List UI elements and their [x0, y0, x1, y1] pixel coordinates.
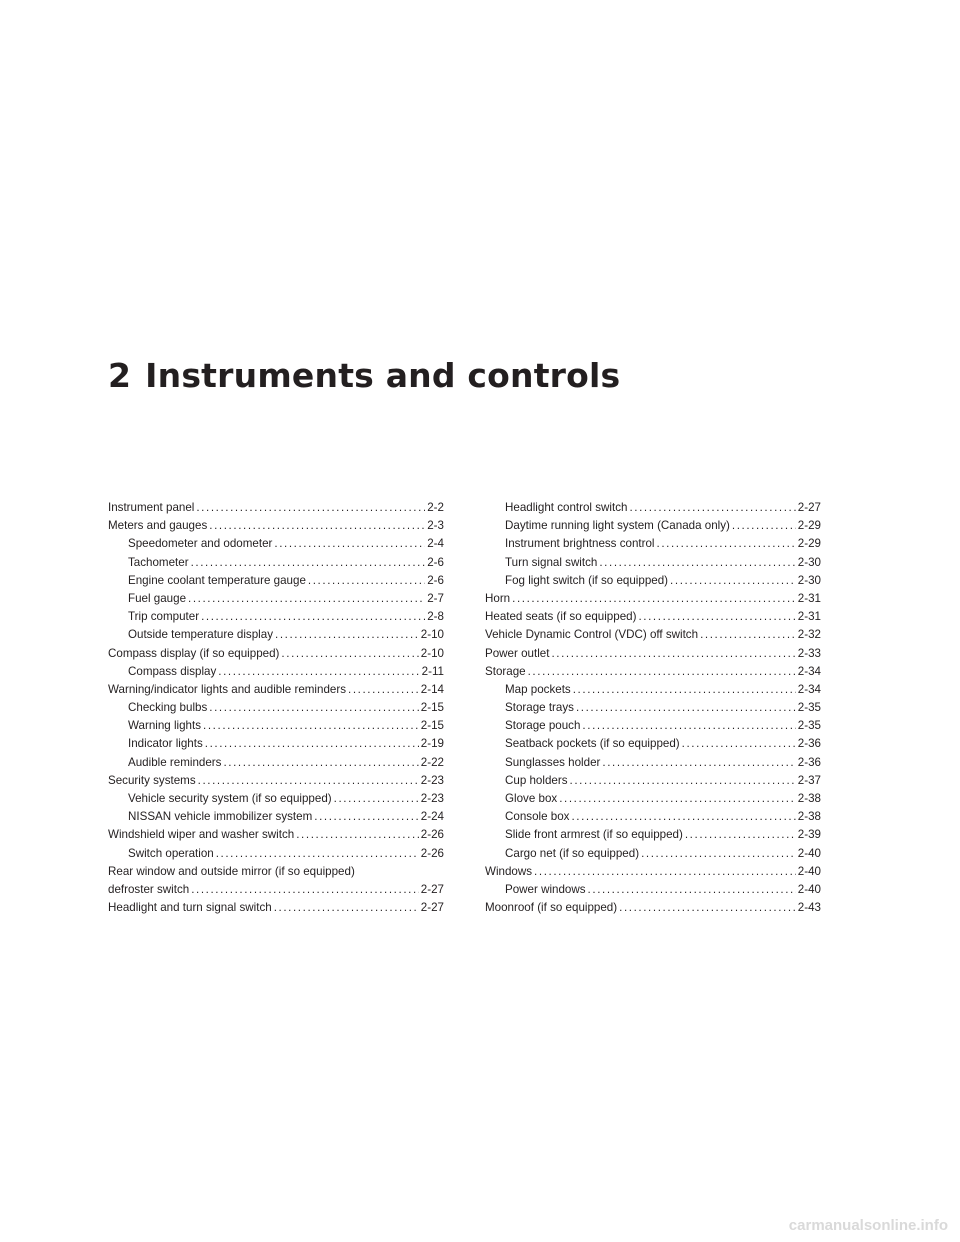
toc-leader-dots	[670, 572, 796, 590]
toc-leader-dots	[196, 499, 425, 517]
toc-entry-page: 2-31	[797, 610, 821, 624]
toc-entry-page: 2-31	[797, 591, 821, 605]
toc-entry[interactable]	[485, 645, 821, 663]
toc-left-column	[108, 499, 444, 917]
toc-entry-title: Trip computer	[128, 610, 200, 624]
toc-leader-dots	[559, 790, 796, 808]
toc-leader-dots	[512, 590, 796, 608]
toc-entry-page: 2-35	[797, 701, 821, 715]
toc-entry[interactable]	[108, 517, 444, 535]
toc-leader-dots	[275, 626, 419, 644]
toc-leader-dots	[274, 535, 425, 553]
toc-leader-dots	[314, 808, 419, 826]
toc-entry-title: Storage pouch	[505, 719, 581, 733]
toc-leader-dots	[203, 717, 419, 735]
toc-entry[interactable]	[108, 790, 444, 808]
toc-entry-page: 2-26	[420, 846, 444, 860]
toc-entry-title: Switch operation	[128, 846, 214, 860]
toc-entry-title: Moonroof (if so equipped)	[485, 901, 618, 915]
toc-entry-title: Engine coolant temperature gauge	[128, 573, 306, 587]
toc-entry-title: Windows	[485, 864, 533, 878]
toc-entry-title: Fuel gauge	[128, 591, 187, 605]
toc-entry-title: Power outlet	[485, 646, 550, 660]
toc-entry[interactable]	[108, 754, 444, 772]
toc-entry-title: Headlight and turn signal switch	[108, 901, 272, 915]
toc-entry-page: 2-40	[797, 882, 821, 896]
toc-entry-page: 2-27	[797, 501, 821, 514]
toc-leader-dots	[657, 535, 796, 553]
toc-entry[interactable]	[108, 554, 444, 572]
toc-entry-title: Warning/indicator lights and audible reminders	[108, 682, 347, 696]
toc-entry-page: 2-36	[797, 737, 821, 751]
watermark: carmanualsonline.info	[788, 1217, 948, 1234]
toc-entry-page: 2-37	[797, 773, 821, 787]
toc-entry-page: 2-15	[420, 701, 444, 715]
toc-leader-dots	[296, 826, 419, 844]
toc-entry-page: 2-26	[420, 828, 444, 842]
toc-entry[interactable]	[485, 717, 821, 735]
toc-entry[interactable]	[108, 863, 444, 899]
toc-entry-page: 2-7	[427, 591, 444, 605]
toc-entry-title: Checking bulbs	[128, 701, 208, 715]
toc-leader-dots	[582, 717, 795, 735]
toc-entry[interactable]	[485, 572, 821, 590]
chapter-title-text: Instruments and controls	[145, 356, 621, 395]
toc-entry[interactable]	[108, 499, 444, 517]
toc-entry-title: Meters and gauges	[108, 519, 208, 533]
chapter-number: 2	[108, 356, 132, 395]
toc-entry-page: 2-4	[427, 537, 444, 551]
toc-leader-dots	[218, 663, 419, 681]
toc-entry-title: Power windows	[505, 882, 586, 896]
toc-leader-dots	[638, 608, 795, 626]
toc-entry-title: NISSAN vehicle immobilizer system	[128, 810, 313, 824]
toc-entry-title: Fog light switch (if so equipped)	[505, 573, 669, 587]
toc-entry-title: Slide front armrest (if so equipped)	[505, 828, 683, 842]
toc-leader-dots	[534, 863, 796, 881]
toc-entry-title: Warning lights	[128, 719, 202, 733]
toc-entry[interactable]	[485, 845, 821, 863]
toc-leader-dots	[209, 699, 419, 717]
toc-leader-dots	[348, 681, 419, 699]
toc-entry[interactable]	[108, 826, 444, 844]
toc-entry-title: Windshield wiper and washer switch	[108, 828, 295, 842]
toc-entry-title: Compass display	[128, 664, 217, 678]
toc-entry-page: 2-27	[420, 901, 444, 915]
toc-entry-title: Tachometer	[128, 555, 189, 569]
toc-entry[interactable]	[485, 772, 821, 790]
toc-leader-dots	[191, 881, 419, 899]
toc-leader-dots	[629, 499, 795, 517]
toc-entry-title: Cup holders	[505, 773, 568, 787]
toc-leader-dots	[599, 554, 795, 572]
toc-entry-title: Storage	[485, 664, 526, 678]
toc-entry[interactable]	[108, 608, 444, 626]
toc-entry-title: Instrument brightness control	[505, 537, 655, 551]
toc-leader-dots	[198, 772, 419, 790]
toc-entry[interactable]	[108, 681, 444, 699]
toc-entry-page: 2-15	[420, 719, 444, 733]
toc-entry-title: Indicator lights	[128, 737, 203, 751]
toc-entry-page: 2-23	[420, 792, 444, 805]
toc-entry-page: 2-29	[797, 519, 821, 533]
toc-entry[interactable]	[485, 899, 821, 917]
toc-entry[interactable]	[108, 645, 444, 663]
toc-leader-dots	[588, 881, 796, 899]
toc-leader-dots	[700, 626, 796, 644]
toc-entry-title: Glove box	[505, 792, 558, 805]
toc-entry-page: 2-6	[427, 573, 444, 587]
toc-leader-dots	[573, 681, 796, 699]
toc-entry-page: 2-3	[427, 519, 444, 533]
toc-leader-dots	[576, 699, 796, 717]
toc-leader-dots	[205, 735, 419, 753]
toc-leader-dots	[334, 790, 419, 808]
toc-entry-page: 2-34	[797, 682, 821, 696]
toc-entry-title: Horn	[485, 591, 511, 605]
toc-entry[interactable]	[108, 626, 444, 644]
toc-leader-dots	[188, 590, 425, 608]
toc-right-column	[485, 499, 821, 917]
toc-entry-title: Turn signal switch	[505, 555, 598, 569]
toc-entry[interactable]	[485, 663, 821, 681]
toc-entry-page: 2-27	[420, 882, 444, 896]
toc-entry-title: Daytime running light system (Canada only)	[505, 519, 730, 533]
toc-entry-title: Headlight control switch	[505, 501, 628, 514]
toc-entry[interactable]	[485, 681, 821, 699]
toc-leader-dots	[682, 735, 796, 753]
toc-entry[interactable]	[485, 590, 821, 608]
toc-entry-title: Map pockets	[505, 682, 571, 696]
toc-entry[interactable]	[485, 535, 821, 553]
toc-entry-title: Audible reminders	[128, 755, 222, 769]
toc-entry-page: 2-30	[797, 573, 821, 587]
toc-entry-page: 2-33	[797, 646, 821, 660]
toc-entry-title: Console box	[505, 810, 570, 824]
toc-entry-page: 2-30	[797, 555, 821, 569]
toc-entry-page: 2-34	[797, 664, 821, 678]
toc-leader-dots	[732, 517, 796, 535]
toc-entry[interactable]	[485, 735, 821, 753]
toc-entry-page: 2-22	[420, 755, 444, 769]
toc-leader-dots	[201, 608, 425, 626]
toc-entry[interactable]	[485, 790, 821, 808]
toc-entry-title-continued: defroster switch	[108, 882, 190, 896]
toc-entry[interactable]	[485, 626, 821, 644]
toc-leader-dots	[571, 808, 795, 826]
toc-leader-dots	[602, 754, 795, 772]
toc-entry[interactable]	[108, 535, 444, 553]
toc-leader-dots	[641, 845, 796, 863]
toc-leader-dots	[308, 572, 425, 590]
toc-entry-title: Instrument panel	[108, 501, 195, 514]
toc-entry-title: Heated seats (if so equipped)	[485, 610, 637, 624]
toc-entry-page: 2-6	[427, 555, 444, 569]
toc-entry-title: Compass display (if so equipped)	[108, 646, 280, 660]
toc-entry-page: 2-24	[420, 810, 444, 824]
toc-entry-page: 2-11	[421, 664, 444, 678]
toc-entry[interactable]	[485, 863, 821, 881]
toc-entry-page: 2-19	[420, 737, 444, 751]
toc-entry[interactable]	[485, 754, 821, 772]
toc-leader-dots	[551, 645, 795, 663]
toc-entry-title: Cargo net (if so equipped)	[505, 846, 640, 860]
toc-entry[interactable]	[485, 881, 821, 899]
toc-entry-title: Vehicle Dynamic Control (VDC) off switch	[485, 628, 699, 642]
toc-leader-dots	[281, 645, 418, 663]
toc-entry[interactable]	[485, 517, 821, 535]
toc-entry-title: Security systems	[108, 773, 196, 787]
toc-entry-page: 2-32	[797, 628, 821, 642]
toc-entry[interactable]	[108, 808, 444, 826]
toc-entry[interactable]	[108, 845, 444, 863]
toc-entry[interactable]	[485, 499, 821, 517]
toc-entry[interactable]	[108, 772, 444, 790]
toc-entry-title: Storage trays	[505, 701, 574, 715]
toc-entry-page: 2-40	[797, 846, 821, 860]
toc-leader-dots	[274, 899, 419, 917]
toc-entry-page: 2-8	[427, 610, 444, 624]
toc-entry-page: 2-10	[420, 628, 444, 642]
toc-entry-title: Speedometer and odometer	[128, 537, 273, 551]
toc-entry-page: 2-38	[797, 792, 821, 805]
toc-entry[interactable]	[108, 717, 444, 735]
toc-entry-title: Sunglasses holder	[505, 755, 601, 769]
toc-entry-title: Seatback pockets (if so equipped)	[505, 737, 680, 751]
toc-leader-dots	[223, 754, 418, 772]
toc-entry[interactable]	[108, 590, 444, 608]
toc-entry-page: 2-10	[420, 646, 444, 660]
toc-leader-dots	[209, 517, 425, 535]
chapter-title	[108, 356, 620, 395]
toc-leader-dots	[216, 845, 419, 863]
toc-entry[interactable]	[108, 572, 444, 590]
toc-entry-page: 2-14	[420, 682, 444, 696]
toc-entry-page: 2-38	[797, 810, 821, 824]
toc-entry-page: 2-23	[420, 773, 444, 787]
toc-entry-page: 2-35	[797, 719, 821, 733]
toc-entry-page: 2-43	[797, 901, 821, 915]
toc-entry[interactable]	[485, 608, 821, 626]
toc-entry-title: Outside temperature display	[128, 628, 273, 642]
toc-leader-dots	[570, 772, 796, 790]
toc-entry-page: 2-2	[427, 501, 444, 514]
toc-leader-dots	[685, 826, 796, 844]
toc-entry[interactable]	[108, 663, 444, 681]
toc-entry-page: 2-40	[797, 864, 821, 878]
toc-entry[interactable]	[108, 699, 444, 717]
toc-entry-title: Vehicle security system (if so equipped)	[128, 792, 332, 805]
toc-leader-dots	[528, 663, 796, 681]
toc-entry[interactable]	[485, 699, 821, 717]
toc-entry-page: 2-36	[797, 755, 821, 769]
toc-entry-page: 2-39	[797, 828, 821, 842]
toc-leader-dots	[619, 899, 796, 917]
toc-leader-dots	[191, 554, 426, 572]
toc-entry-title: Rear window and outside mirror (if so equipped)	[108, 864, 355, 878]
toc-entry[interactable]	[108, 899, 444, 917]
toc-entry[interactable]	[485, 826, 821, 844]
toc-entry[interactable]	[485, 554, 821, 572]
toc-entry-page: 2-29	[797, 537, 821, 551]
toc-entry[interactable]	[485, 808, 821, 826]
toc-entry[interactable]	[108, 735, 444, 753]
